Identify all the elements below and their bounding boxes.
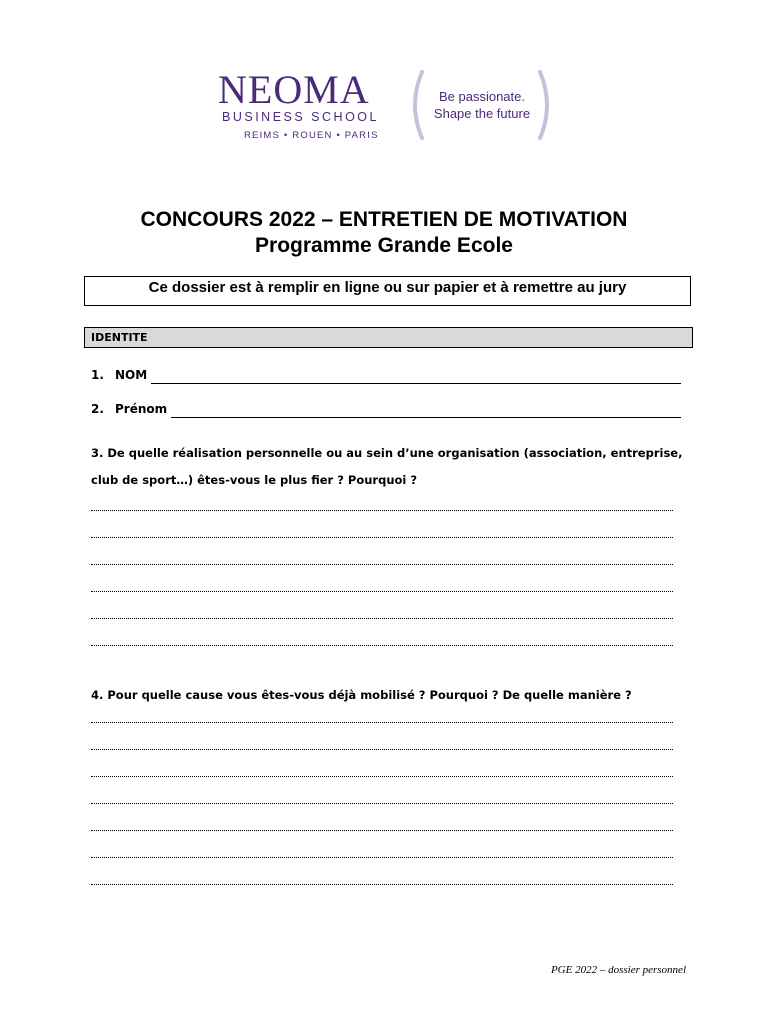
answer-line[interactable] bbox=[91, 617, 673, 619]
school-logo bbox=[218, 68, 558, 148]
nom-input-line[interactable] bbox=[151, 369, 681, 384]
logo-cities: REIMS • ROUEN • PARIS bbox=[244, 130, 379, 141]
answer-line[interactable] bbox=[91, 644, 673, 646]
prenom-field[interactable] bbox=[91, 400, 681, 418]
answer-line[interactable] bbox=[91, 563, 673, 565]
logo-tagline bbox=[426, 88, 538, 122]
logo-tagline-line2: Shape the future bbox=[433, 106, 531, 121]
answer-line[interactable] bbox=[91, 856, 673, 858]
question-3-text-continued: club de sport…) êtes-vous le plus fier ? Pourquoi ? bbox=[91, 473, 418, 487]
logo-left-parenthesis-icon bbox=[406, 70, 426, 140]
answer-line[interactable] bbox=[91, 721, 673, 723]
instruction-box: Ce dossier est à remplir en ligne ou sur papier et à remettre au jury bbox=[84, 276, 691, 306]
answer-line[interactable] bbox=[91, 802, 673, 804]
field-label-prenom: Prénom bbox=[115, 402, 168, 416]
prenom-input-line[interactable] bbox=[171, 403, 681, 418]
field-label-nom: NOM bbox=[115, 368, 148, 382]
field-number: 1. bbox=[91, 368, 104, 382]
logo-school-name: BUSINESS SCHOOL bbox=[222, 110, 379, 124]
question-3-text: 3. De quelle réalisation personnelle ou au sein d’une organisation (association, entreprise, bbox=[91, 446, 683, 460]
logo-right-parenthesis-icon bbox=[536, 70, 556, 140]
logo-wordmark: NEOMA bbox=[218, 67, 370, 112]
page-subtitle: Programme Grande Ecole bbox=[255, 234, 513, 257]
answer-line[interactable] bbox=[91, 883, 673, 885]
page-title: CONCOURS 2022 – ENTRETIEN DE MOTIVATION bbox=[140, 208, 628, 231]
answer-line[interactable] bbox=[91, 748, 673, 750]
answer-line[interactable] bbox=[91, 536, 673, 538]
field-number: 2. bbox=[91, 402, 104, 416]
page-footer: PGE 2022 – dossier personnel bbox=[550, 964, 686, 976]
logo-tagline-line1: Be passionate. bbox=[438, 89, 525, 104]
question-4-text: 4. Pour quelle cause vous êtes-vous déjà mobilisé ? Pourquoi ? De quelle manière ? bbox=[91, 688, 632, 702]
answer-line[interactable] bbox=[91, 829, 673, 831]
section-header-identite: IDENTITE bbox=[84, 327, 693, 348]
answer-line[interactable] bbox=[91, 775, 673, 777]
nom-field[interactable] bbox=[91, 366, 681, 384]
answer-line[interactable] bbox=[91, 509, 673, 511]
answer-line[interactable] bbox=[91, 590, 673, 592]
